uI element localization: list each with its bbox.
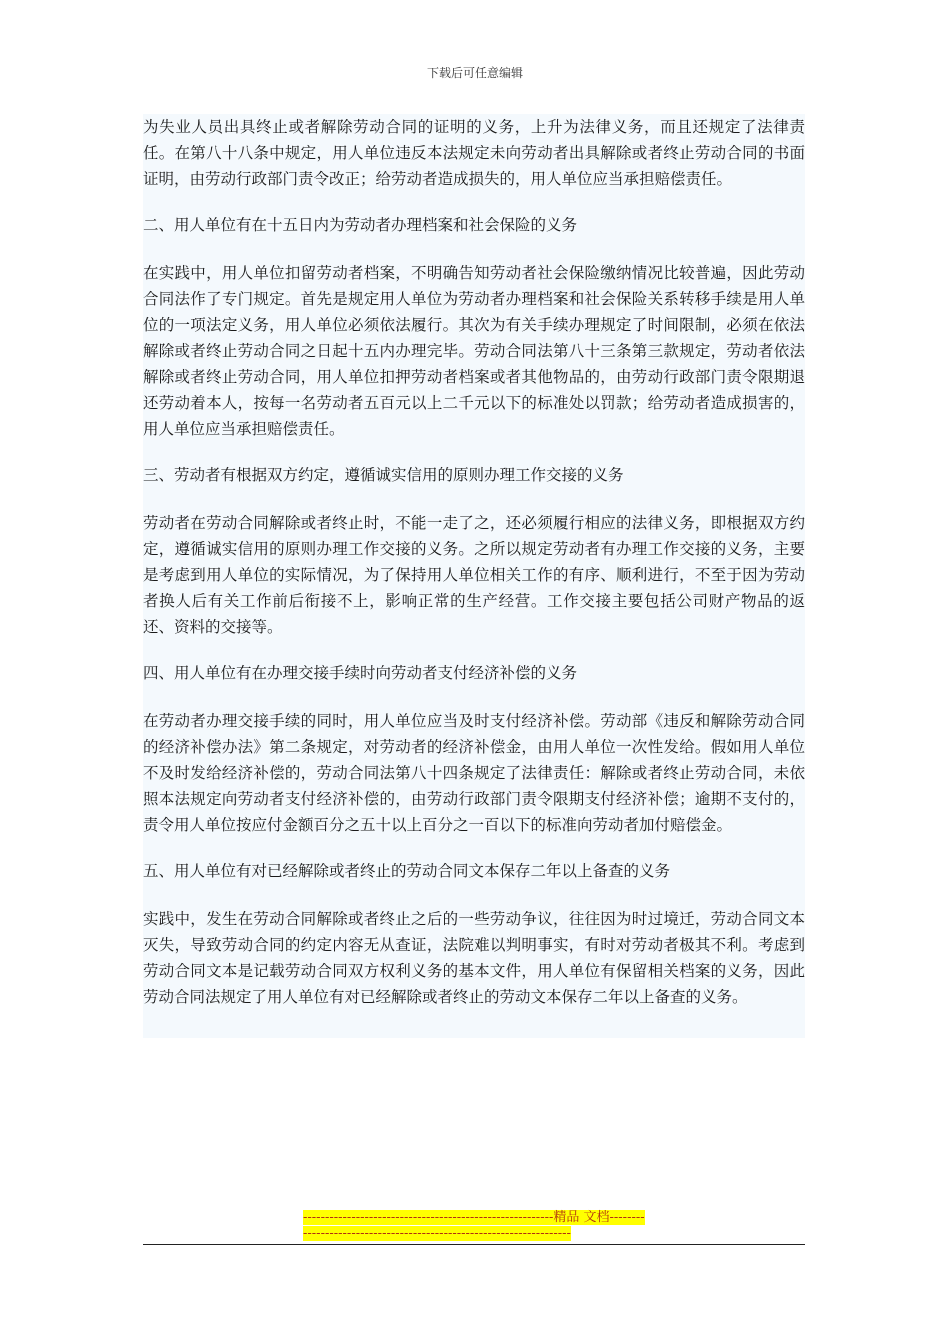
footer-text: ---------------------------------------------------------精品 文档--------------------------------------------------------------------- [303, 1210, 645, 1241]
paragraph: 实践中，发生在劳动合同解除或者终止之后的一些劳动争议，往往因为时过境迁，劳动合同文本灭失，导致劳动合同的约定内容无从查证，法院难以判明事实，有时对劳动者极其不利。考虑到劳动合同文本是记载劳动合同双方权利义务的基本文件，用人单位有保留相关档案的义务，因此劳动合同法规定了用人单位有对已经解除或者终止的劳动文本保存二年以上备查的义务。 [143, 910, 805, 1006]
page-header: 下载后可任意编辑 [426, 66, 523, 80]
footer-divider [143, 1244, 805, 1245]
section-heading: 三、劳动者有根据双方约定，遵循诚实信用的原则办理工作交接的义务 [143, 466, 624, 484]
document-body [143, 114, 805, 1038]
section-heading: 五、用人单位有对已经解除或者终止的劳动合同文本保存二年以上备查的义务 [143, 862, 671, 880]
paragraph: 在实践中，用人单位扣留劳动者档案，不明确告知劳动者社会保险缴纳情况比较普遍，因此劳动合同法作了专门规定。首先是规定用人单位为劳动者办理档案和社会保险关系转移手续是用人单位的一项法定义务，用人单位必须依法履行。其次为有关手续办理规定了时间限制，必须在依法解除或者终止劳动合同之日起十五内办理完毕。劳动合同法第八十三条第三款规定，劳动者依法解除或者终止劳动合同，用人单位扣押劳动者档案或者其他物品的，由劳动行政部门责令限期退还劳动着本人，按每一名劳动者五百元以上二千元以下的标准处以罚款；给劳动者造成损害的，用人单位应当承担赔偿责任。 [143, 264, 805, 438]
section-heading: 二、用人单位有在十五日内为劳动者办理档案和社会保险的义务 [143, 216, 578, 234]
paragraph: 在劳动者办理交接手续的同时，用人单位应当及时支付经济补偿。劳动部《违反和解除劳动合同的经济补偿办法》第二条规定，对劳动者的经济补偿金，由用人单位一次性发给。假如用人单位不及时发给经济补偿的，劳动合同法第八十四条规定了法律责任：解除或者终止劳动合同，未依照本法规定向劳动者支付经济补偿的，由劳动行政部门责令限期支付经济补偿；逾期不支付的，责令用人单位按应付金额百分之五十以上百分之一百以下的标准向劳动者加付赔偿金。 [143, 712, 805, 834]
paragraph: 劳动者在劳动合同解除或者终止时，不能一走了之，还必须履行相应的法律义务，即根据双方约定，遵循诚实信用的原则办理工作交接的义务。之所以规定劳动者有办理工作交接的义务，主要是考虑到用人单位的实际情况，为了保持用人单位相关工作的有序、顺利进行，不至于因为劳动者换人后有关工作前后衔接不上，影响正常的生产经营。工作交接主要包括公司财产物品的返还、资料的交接等。 [143, 514, 805, 636]
page-footer [303, 1210, 648, 1242]
section-heading: 四、用人单位有在办理交接手续时向劳动者支付经济补偿的义务 [143, 664, 578, 682]
paragraph: 为失业人员出具终止或者解除劳动合同的证明的义务，上升为法律义务，而且还规定了法律责任。在第八十八条中规定，用人单位违反本法规定未向劳动者出具解除或者终止劳动合同的书面证明，由劳动行政部门责令改正；给劳动者造成损失的，用人单位应当承担赔偿责任。 [143, 118, 805, 188]
